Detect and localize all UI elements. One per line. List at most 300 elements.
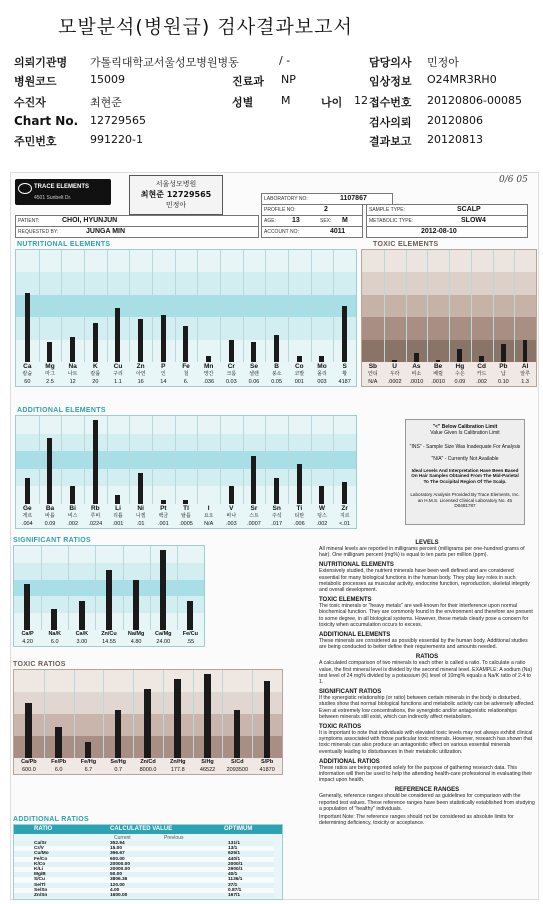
chart-gridline (61, 416, 62, 504)
korean-Sr: 스트 (249, 512, 259, 519)
ratio-name: K/Co (34, 861, 46, 867)
value-Ti: .006 (293, 521, 305, 527)
handwritten-note: 0/6 05 (499, 175, 528, 185)
label-S: S (342, 363, 347, 370)
bar-Zn/Hg (174, 679, 181, 758)
korean-I: 요오 (203, 512, 214, 519)
bar-Be (436, 360, 441, 362)
bar-S (342, 306, 347, 362)
ratio-optimum: 625/1 (228, 851, 241, 857)
value-hospital-code: 15009 (90, 73, 125, 86)
label-patient: 수진자 (14, 96, 46, 109)
chart-gridline (406, 250, 407, 362)
chart-band (16, 272, 356, 294)
bar-Zr (342, 482, 347, 504)
korean-Tl: 탈륨 (181, 512, 191, 519)
value-S: 4187 (338, 379, 351, 385)
bar-Pt (161, 500, 166, 504)
label-Ca: Ca (23, 363, 32, 370)
report-title: 모발분석(병원급) 검사결과보고서 (58, 16, 353, 38)
label-hospital-code: 병원코드 (14, 75, 57, 88)
chart-gridline (152, 250, 153, 362)
label-clinical: 임상정보 (369, 75, 412, 88)
bar-Se/Hg (115, 710, 122, 758)
bar-Na/Mg (133, 580, 139, 630)
ratio-optimum: 1136/1 (228, 877, 243, 883)
value-Cd: .002 (476, 379, 487, 385)
korean-Bi: 비스 (67, 512, 78, 519)
stamp-hospital: 서울성모병원 (155, 180, 197, 188)
age-label: AGE: (264, 218, 276, 224)
bar-Ca (25, 293, 30, 362)
chart-gridline (95, 546, 96, 630)
value-Rb: .0224 (88, 521, 103, 527)
korean-Co: 코발 (294, 370, 305, 377)
value-ward: / - (279, 54, 291, 67)
korean-Ge: 게르 (22, 512, 33, 519)
ratio-name: Zn/Sn (34, 893, 48, 898)
chart-gridline (103, 670, 104, 758)
value-Mg: 2.5 (46, 379, 54, 385)
chart-gridline (74, 670, 75, 758)
label-Fe/Pb: Fe/Pb (51, 759, 67, 765)
chart-gridline (123, 546, 124, 630)
logo-mark-icon (18, 183, 32, 194)
label-Cr: Cr (227, 363, 235, 370)
label-P: P (161, 363, 166, 370)
chart-gridline (84, 250, 85, 362)
account-label: ACCOUNT NO: (264, 229, 299, 235)
korean-K: 칼륨 (90, 370, 101, 377)
bar-U (392, 360, 397, 362)
label-Cd: Cd (477, 363, 486, 370)
value-Ge: .004 (21, 521, 33, 527)
chart-gridline (220, 416, 221, 504)
label-chart-no: Chart No. (14, 114, 79, 128)
label-Mn: Mn (203, 363, 214, 370)
note-ideal: Ideal Levels And Interpretation Have Been Based On Hair Samples Obtained From The Mid-Parietal To The Occipital Region Of The Scalp. (411, 468, 519, 484)
value-Zn/Hg: 177.8 (170, 767, 185, 773)
add-heading: ADDITIONAL ELEMENTS (319, 632, 391, 639)
bar-Mg (47, 342, 52, 362)
ratio-optimum: 131/1 (228, 841, 241, 846)
korean-Be: 베릴 (433, 370, 443, 377)
value-Hg: 0.09 (454, 379, 466, 385)
chart-gridline (493, 250, 494, 362)
korean-P: 인 (160, 370, 166, 377)
label-Mg: Mg (45, 363, 55, 370)
korean-Mn: 망간 (203, 370, 214, 377)
value-Co: 001 (294, 379, 304, 385)
chart-band (16, 250, 356, 272)
bar-K (93, 323, 98, 362)
bar-Zn/Cu (106, 570, 112, 630)
significant-chart (13, 545, 205, 647)
bar-Pb (501, 344, 506, 362)
value-Zn: 16 (137, 379, 144, 385)
value-W: .002 (316, 521, 328, 527)
korean-Al: 알루 (520, 370, 530, 377)
stamp-patient: 최현준 12729565 (140, 190, 212, 199)
label-Fe: Fe (182, 363, 190, 370)
value-S/Cd: 2093500 (226, 767, 249, 773)
chart-band (16, 416, 356, 434)
ratio-value: 3806.36 (110, 877, 128, 883)
label-B: B (274, 363, 279, 370)
additional-title: ADDITIONAL ELEMENTS (17, 407, 106, 414)
label-Al: Al (521, 363, 529, 370)
label-Fe/Cu: Fe/Cu (182, 631, 199, 637)
value-P: 14 (160, 379, 167, 385)
korean-Ni: 니켈 (135, 512, 146, 519)
ratio-value: 366.67 (110, 851, 125, 857)
bar-Sn (274, 478, 279, 504)
value-I: N/A (204, 521, 214, 527)
chart-gridline (61, 250, 62, 362)
ratio-name: S/Cu (34, 877, 45, 883)
toxic-chart (361, 249, 537, 387)
chart-gridline (427, 250, 428, 362)
add-text: These minerals are considered as possibly essential by the human body. Additional studies are being conducted to better define their requirements and amounts needed. (319, 638, 528, 651)
ratio-value: 1600.00 (110, 893, 128, 898)
korean-S: 황 (342, 370, 348, 377)
label-sex: 성별 (232, 96, 254, 109)
sex-label: SEX: (320, 218, 332, 224)
korean-Cr: 크롬 (226, 370, 237, 377)
ratio-optimum: 2900/1 (228, 867, 243, 872)
bar-S/Pb (264, 681, 271, 758)
chart-gridline (243, 416, 244, 504)
chart-band (16, 451, 356, 469)
chart-gridline (129, 416, 130, 504)
value-Li: .001 (112, 521, 124, 527)
nutritional-title: NUTRITIONAL ELEMENTS (17, 241, 111, 248)
label-Na/K: Na/K (48, 631, 61, 637)
bar-Mo (319, 356, 324, 362)
bar-Ni (138, 473, 143, 504)
ratio-text: A calculated comparison of two minerals to each other is called a ratio. To calculate a ratio value, the first mineral level is divided by the second mineral level. EXAMPLE: A sodium (Na) test level of 24 mg% divided by a potassium (K) level of 10mg% equals a Na/K ratio of 2.4 to 1. (319, 660, 533, 686)
bar-B (274, 335, 279, 362)
header-info (14, 54, 539, 150)
chart-gridline (288, 250, 289, 362)
value-Pt: .001 (157, 521, 169, 527)
value-Fe/Cu: .55 (186, 639, 195, 645)
label-I: I (207, 505, 210, 512)
label-As: As (412, 363, 421, 370)
value-institution: 가톨릭대학교서울성모병원병동 (90, 56, 239, 69)
bar-Ca/K (79, 601, 85, 630)
label-Li: Li (115, 505, 121, 512)
chart-band (14, 546, 204, 563)
bar-Hg (457, 349, 462, 362)
value-Mn: .036 (203, 379, 215, 385)
ratio-name: Fe/Co (34, 856, 48, 862)
value-age: 12 (354, 94, 368, 107)
value-Zr: <.01 (339, 521, 351, 527)
legend-notes (405, 419, 525, 525)
chart-gridline (243, 250, 244, 362)
bar-Rb (93, 420, 98, 504)
value-Cr: 0.03 (225, 379, 237, 385)
tox-text: The toxic minerals or "heavy metals" are well-known for their interference upon normal biochemical function. They are commonly found in the environment and therefore are present to some degree, in all biological systems. However, these metals clearly pose a concern for toxicity when accumulation occurs to excess. (319, 603, 533, 628)
chart-gridline (152, 416, 153, 504)
chart-gridline (133, 670, 134, 758)
korean-Pb: 납 (500, 370, 506, 377)
value-U: .0002 (387, 379, 402, 385)
label-S/Hg: S/Hg (201, 759, 214, 765)
label-W: W (318, 505, 326, 512)
chart-gridline (311, 416, 312, 504)
label-doctor: 담당의사 (369, 56, 412, 69)
bar-Bi (70, 486, 75, 504)
value-receipt: 20120806-00085 (427, 94, 522, 107)
bar-Ge (25, 478, 30, 504)
chart-gridline (197, 250, 198, 362)
additional-ratios-title: ADDITIONAL RATIOS (13, 816, 90, 823)
requested-label: REQUESTED BY: (18, 229, 59, 235)
logo-text: TRACE ELEMENTS (34, 184, 90, 190)
value-Fe/Hg: 6.7 (84, 767, 93, 773)
value-Tl: .0005 (179, 521, 193, 527)
report-date: 2012-08-10 (421, 228, 457, 235)
levels-text: All mineral levels are reported in milligrams percent (milligrams per one-hundred grams of hair). One milligram percent (mg%) is equal to ten parts per million (ppm). (319, 546, 525, 559)
bar-S/Hg (204, 674, 211, 758)
label-Ba: Ba (45, 505, 55, 512)
label-Co: Co (294, 363, 304, 370)
korean-Li: 리튬 (113, 512, 123, 519)
chart-gridline (220, 250, 221, 362)
note-lab: Laboratory Analysis Provided By Trace Elements, Inc. an H.M.S. Licensed Clinical Laboratory No. 45 D0481787 (410, 492, 520, 509)
ref-heading: REFERENCE RANGES (394, 787, 460, 794)
label-Mo: Mo (317, 363, 327, 370)
value-Ca: 60 (24, 379, 31, 385)
chart-gridline (150, 546, 151, 630)
korean-Mg: 마그 (45, 370, 55, 377)
age-value: 13 (292, 217, 300, 224)
value-Zn/Cd: 8000.0 (139, 767, 157, 773)
ratio-optimum: 40/1 (228, 872, 238, 878)
chart-gridline (107, 416, 108, 504)
value-Na/K: 6.0 (50, 639, 59, 645)
bar-Na/K (51, 609, 57, 630)
important-note: Important Note: The reference ranges should not be considered as absolute limits for determining deficiency, toxicity or acceptance. (319, 814, 514, 827)
nutritional-chart (15, 249, 357, 387)
label-S/Pb: S/Pb (260, 759, 274, 765)
value-S/Hg: 46522 (199, 767, 216, 773)
sig-text: If the synergistic relationship (or ratio) between certain minerals in the body is disturbed, studies show that normal biological functions and metabolic activity can be adversely affected. Even at extremely low concentrations, the synergistic and/or antagonistic relationships between minerals still exist, which can indirectly affect metabolism. (319, 695, 535, 720)
value-Fe/Pb: 6.0 (54, 767, 63, 773)
chart-gridline (333, 416, 334, 504)
bar-Ca/Pb (25, 703, 32, 758)
value-Sb: N/A (368, 379, 378, 385)
value-report-date: 20120813 (427, 133, 483, 146)
chart-gridline (68, 546, 69, 630)
value-clinical: O24MR3RH0 (427, 73, 497, 86)
chart-gridline (39, 416, 40, 504)
bar-Zn (138, 319, 143, 362)
sig-heading: SIGNIFICANT RATIOS (319, 689, 382, 696)
ratio-name: K/Li (34, 867, 44, 872)
chart-gridline (449, 250, 450, 362)
value-Na/Mg: 4.80 (130, 639, 142, 645)
requested-by: JUNGA MIN (86, 228, 126, 235)
chart-gridline (514, 250, 515, 362)
bar-Ti (297, 464, 302, 504)
toxic-ratios-title: TOXIC RATIOS (13, 661, 66, 668)
chart-gridline (288, 416, 289, 504)
ratio-value: 50.00 (110, 872, 123, 878)
profile-no: 2 (324, 206, 328, 213)
toxr-text: It is important to note that individuals with elevated toxic levels may not always exhibit clinical symptoms associated with those particular toxic minerals. However, research has shown that toxic minerals can also produce an antagonistic effect on various essential minerals eventually leading to disturbances in their metabolic utilization. (319, 730, 533, 755)
label-request-date: 검사의뢰 (369, 116, 412, 129)
label-Se/Hg: Se/Hg (110, 759, 126, 765)
value-Se/Hg: 0.7 (114, 767, 123, 773)
ratio-optimum: 440/1 (228, 856, 241, 862)
label-Pb: Pb (499, 363, 508, 370)
addr-text: These ratios are being reported solely for the purpose of gathering research data. This information will then be used to help the attending health-care professional in evaluating their impact upon health. (319, 764, 533, 784)
chart-gridline (175, 250, 176, 362)
additional-ratios-table (13, 824, 283, 900)
addr-heading: ADDITIONAL RATIOS (319, 758, 380, 765)
korean-Sn: 주석 (271, 512, 282, 519)
label-Zn/Hg: Zn/Hg (169, 759, 186, 765)
ratio-value: 4.00 (110, 887, 120, 893)
label-age: 나이 (321, 96, 343, 109)
korean-Sb: 안티 (368, 370, 378, 377)
bar-S/Cd (234, 710, 241, 758)
ratio-name: Cr/V (34, 846, 44, 852)
chart-gridline (471, 250, 472, 362)
bar-Co (297, 356, 302, 362)
value-Pb: 0.10 (498, 379, 509, 385)
bar-V (229, 486, 234, 504)
chart-gridline (333, 250, 334, 362)
hospital-stamp (129, 175, 223, 215)
label-Se: Se (250, 363, 258, 370)
value-dept: NP (281, 73, 296, 86)
label-Ti: Ti (296, 505, 303, 512)
col-opt: OPTIMUM (224, 826, 253, 832)
bar-Fe/Cu (187, 601, 193, 630)
korean-Ba: 바륨 (45, 512, 55, 519)
ratio-name: Se/Sn (34, 887, 48, 893)
chart-gridline (39, 250, 40, 362)
bar-Fe (183, 326, 188, 362)
sample-label: SAMPLE TYPE: (369, 207, 406, 213)
value-Fe: 6. (183, 379, 189, 385)
chart-gridline (44, 670, 45, 758)
bar-Ca/Mg (160, 550, 166, 630)
ratio-value: 600.00 (110, 856, 125, 862)
korean-Cd: 카드 (476, 370, 487, 377)
ratio-name: Mg/B (34, 872, 46, 878)
ratio-optimum: 13/1 (228, 846, 238, 852)
label-dept: 진료과 (232, 75, 264, 88)
label-Tl: Tl (183, 505, 189, 512)
bar-Mn (206, 356, 211, 362)
logo-address: 4501 Sunbelt Dr. (34, 195, 72, 201)
value-Sr: .0007 (247, 521, 261, 527)
bar-Na (70, 337, 75, 362)
col-calc: CALCULATED VALUE (110, 826, 173, 832)
ratio-row-Zn/Sn (14, 893, 274, 898)
chart-gridline (163, 670, 164, 758)
col-previous: Previous (164, 835, 184, 841)
value-Cu: 1.1 (114, 379, 122, 385)
bar-P (161, 315, 166, 362)
metabolic-type: SLOW4 (461, 217, 486, 224)
note-ins: "INS" - Sample Size Was Inadequate For Analysis (409, 444, 521, 450)
value-sex: M (281, 94, 291, 107)
korean-Zr: 지르 (339, 512, 350, 519)
bar-Ca/P (24, 584, 30, 630)
toxr-heading: TOXIC RATIOS (319, 724, 362, 731)
ratio-name: Ca/Sr (34, 841, 47, 846)
bar-Fe/Pb (55, 727, 62, 758)
label-Hg: Hg (455, 363, 465, 370)
ratio-optimum: 0.87/1 (228, 887, 242, 893)
bar-Ba (47, 438, 52, 504)
metabolic-label: METABOLIC TYPE: (369, 218, 414, 224)
value-Be: .0010 (431, 379, 445, 385)
korean-Se: 셀렌 (249, 370, 259, 377)
patient-label: PATIENT: (18, 218, 40, 224)
korean-Cu: 구리 (113, 370, 123, 377)
info-account (261, 226, 363, 238)
patient-name: CHOI, HYUNJUN (62, 217, 118, 224)
chart-gridline (41, 546, 42, 630)
value-Al: 1.3 (521, 379, 529, 385)
value-chart-no: 12729565 (90, 114, 146, 127)
sample-type: SCALP (457, 206, 481, 213)
label-report-date: 결과보고 (369, 135, 412, 148)
korean-Rb: 루비 (90, 512, 101, 519)
chart-gridline (197, 416, 198, 504)
korean-B: 붕소 (271, 370, 282, 377)
label-Fe/Hg: Fe/Hg (80, 759, 97, 765)
korean-V: 바나 (226, 512, 237, 519)
ref-text: Generally, reference ranges should be considered as guidelines for comparison with the reported test values. These reference ranges have been statistically established from studying a population of "healthy" individuals. (319, 793, 535, 812)
value-resident-no: 991220-1 (90, 133, 143, 146)
value-Se: 0.06 (248, 379, 260, 385)
value-Ba: 0.09 (44, 521, 56, 527)
label-Be: Be (433, 363, 443, 370)
toxic-ratios-chart (13, 669, 283, 775)
value-Sn: .017 (271, 521, 283, 527)
label-receipt: 접수번호 (369, 96, 412, 109)
sex-value: M (342, 217, 348, 224)
value-Ca/Pb: 600.0 (22, 767, 36, 773)
korean-Mo: 몰리 (317, 370, 327, 377)
chart-gridline (252, 670, 253, 758)
label-Zn: Zn (136, 363, 145, 370)
col-ratio: RATIO (34, 826, 53, 832)
bar-Al (523, 340, 528, 362)
korean-Ca: 칼슘 (22, 370, 33, 377)
value-doctor: 민정아 (427, 56, 459, 69)
label-Cu: Cu (113, 363, 123, 370)
chart-gridline (193, 670, 194, 758)
value-K: 20 (92, 379, 99, 385)
info-date (366, 226, 528, 238)
profile-label: PROFILE NO: (264, 207, 296, 213)
nutr-text: Extensively studied, the nutrient minerals have been well defined and are considered essential for many biological functions in the human body. They play key roles in such metabolic processes as muscular activity, endocrine function, reproduction, skeletal integrity and overall development. (319, 568, 530, 594)
korean-U: 우라 (389, 370, 400, 377)
info-requested (15, 226, 259, 238)
bar-Cr (229, 340, 234, 362)
value-Ca/P: 4.20 (22, 639, 33, 645)
value-Mo: 003 (317, 379, 327, 385)
